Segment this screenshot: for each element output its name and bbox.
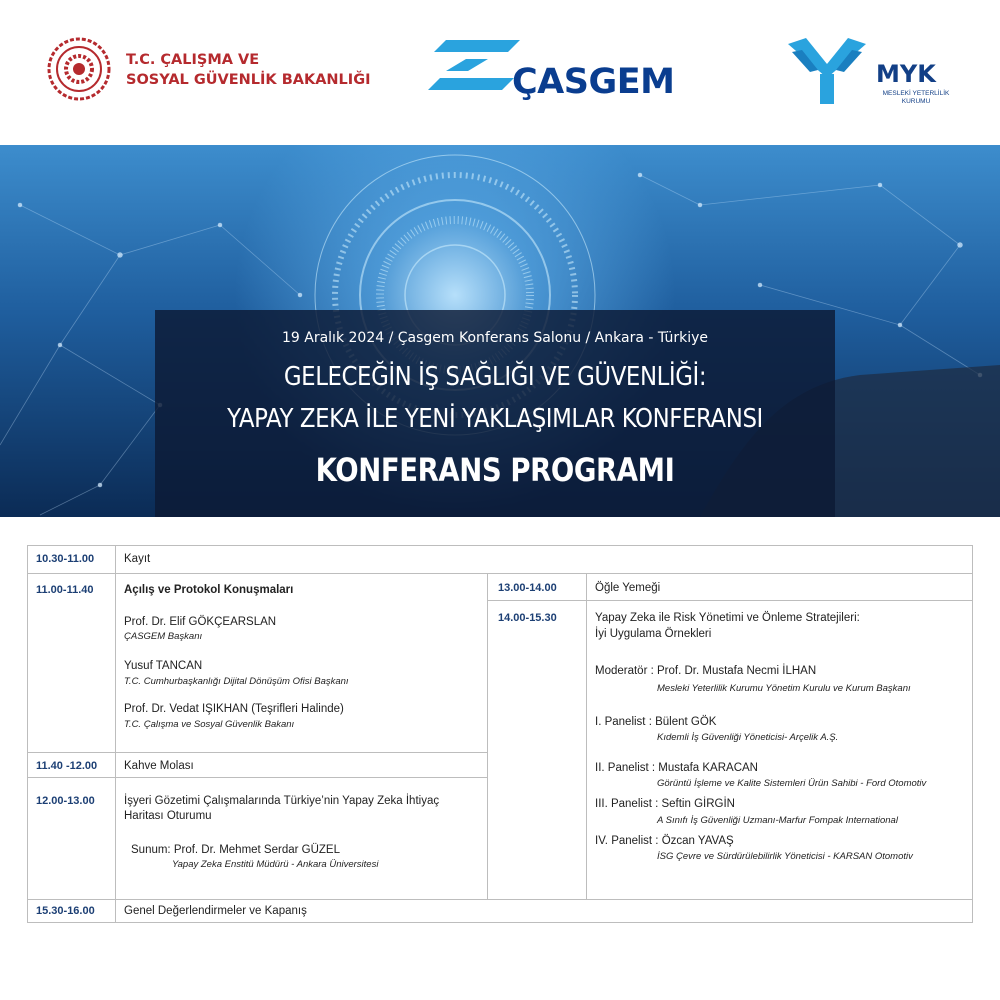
myk-wordmark: MYK [876, 60, 936, 88]
speaker-name: Prof. Dr. Vedat IŞIKHAN (Teşrifleri Halinde) [124, 703, 344, 715]
speaker-name: Yusuf TANCAN [124, 660, 203, 672]
divider-row-kahve [27, 777, 488, 778]
table-border-top [27, 545, 973, 546]
title-oturum-line2: Haritası Oturumu [124, 810, 212, 822]
conference-title-line1: GELECEĞİN İŞ SAĞLIĞI VE GÜVENLİĞİ: [283, 362, 707, 392]
time-closing: 15.30-16.00 [36, 905, 95, 917]
casgem-logo [428, 40, 688, 102]
divider-center [487, 573, 488, 899]
myk-subtitle-line2: KURUMU [901, 98, 931, 105]
event-date-location: 19 Aralık 2024 / Çasgem Konferans Salonu / Ankara - Türkiye [281, 330, 709, 346]
speaker-name: Prof. Dr. Elif GÖKÇEARSLAN [124, 616, 277, 628]
ministry-name-line1: T.C. ÇALIŞMA VE [126, 52, 260, 68]
logo-header [0, 0, 1000, 145]
presenter-name: Sunum: Prof. Dr. Mehmet Serdar GÜZEL [131, 844, 340, 856]
moderator-name: Moderatör : Prof. Dr. Mustafa Necmi İLHAN [595, 665, 817, 677]
title-ogle: Öğle Yemeği [595, 582, 661, 594]
panelist-role: A Sınıfı İş Güvenliği Uzmanı-Marfur Fompak International [657, 815, 898, 826]
panelist-label: II. Panelist : Mustafa KARACAN [595, 762, 758, 774]
panelist-role: Görüntü İşleme ve Kalite Sistemleri Ürün Sahibi - Ford Otomotiv [657, 778, 927, 789]
divider-row-closing [27, 899, 973, 900]
myk-subtitle-line1: MESLEKİ YETERLİLİK [882, 90, 950, 97]
title-risk-line2: İyi Uygulama Örnekleri [595, 628, 712, 640]
program-heading: KONFERANS PROGRAMI [315, 451, 675, 489]
conference-info-box [155, 310, 835, 517]
divider-row-kayit [27, 573, 973, 574]
divider-row-ogle [487, 600, 973, 601]
speaker-role: T.C. Cumhurbaşkanlığı Dijital Dönüşüm Ofisi Başkanı [124, 676, 349, 687]
panelist-label: IV. Panelist : Özcan YAVAŞ [595, 835, 734, 847]
speaker-role: T.C. Çalışma ve Sosyal Güvenlik Bakanı [124, 719, 295, 730]
hero-banner [0, 145, 1000, 517]
panelist-role: Kıdemli İş Güvenliği Yöneticisi- Arçelik A.Ş. [657, 732, 839, 743]
title-risk-line1: Yapay Zeka ile Risk Yönetimi ve Önleme Stratejileri: [595, 612, 860, 624]
moderator-role: Mesleki Yeterlilik Kurumu Yönetim Kurulu ve Kurum Başkanı [657, 683, 911, 694]
time-ogle: 13.00-14.00 [498, 582, 557, 594]
time-kayit: 10.30-11.00 [36, 553, 95, 565]
title-kayit: Kayıt [124, 553, 151, 565]
divider-right-time [586, 573, 587, 899]
time-kahve: 11.40 -12.00 [36, 760, 98, 772]
time-acilis: 11.00-11.40 [36, 584, 94, 596]
time-risk: 14.00-15.30 [498, 612, 557, 624]
ministry-name-line2: SOSYAL GÜVENLİK BAKANLIĞI [126, 72, 371, 88]
myk-logo [788, 38, 968, 110]
title-oturum-line1: İşyeri Gözetimi Çalışmalarında Türkiye’nin Yapay Zeka İhtiyaç [124, 795, 440, 807]
title-closing: Genel Değerlendirmeler ve Kapanış [124, 905, 307, 917]
divider-left-time [115, 545, 116, 923]
conference-title-line2: YAPAY ZEKA İLE YENİ YAKLAŞIMLAR KONFERANSI [227, 404, 763, 434]
divider-row-acilis [27, 752, 488, 753]
title-acilis: Açılış ve Protokol Konuşmaları [124, 584, 294, 596]
casgem-wordmark: ÇASGEM [512, 62, 675, 102]
panelist-label: I. Panelist : Bülent GÖK [595, 716, 717, 728]
table-border-left [27, 545, 28, 923]
myk-mark-icon [788, 38, 866, 104]
speaker-role: ÇASGEM Başkanı [124, 631, 203, 642]
presenter-role: Yapay Zeka Enstitü Müdürü - Ankara Üniversitesi [172, 859, 379, 870]
panelist-label: III. Panelist : Seftin GİRGİN [595, 798, 735, 810]
time-oturum: 12.00-13.00 [36, 795, 95, 807]
title-kahve: Kahve Molası [124, 760, 194, 772]
panelist-role: İSG Çevre ve Sürdürülebilirlik Yöneticisi - KARSAN Otomotiv [657, 851, 913, 862]
table-border-right [972, 545, 973, 923]
table-border-bottom [27, 922, 973, 923]
ministry-seal-icon [46, 36, 112, 102]
ministry-logo [46, 36, 371, 106]
myk-subtitle [876, 90, 956, 106]
